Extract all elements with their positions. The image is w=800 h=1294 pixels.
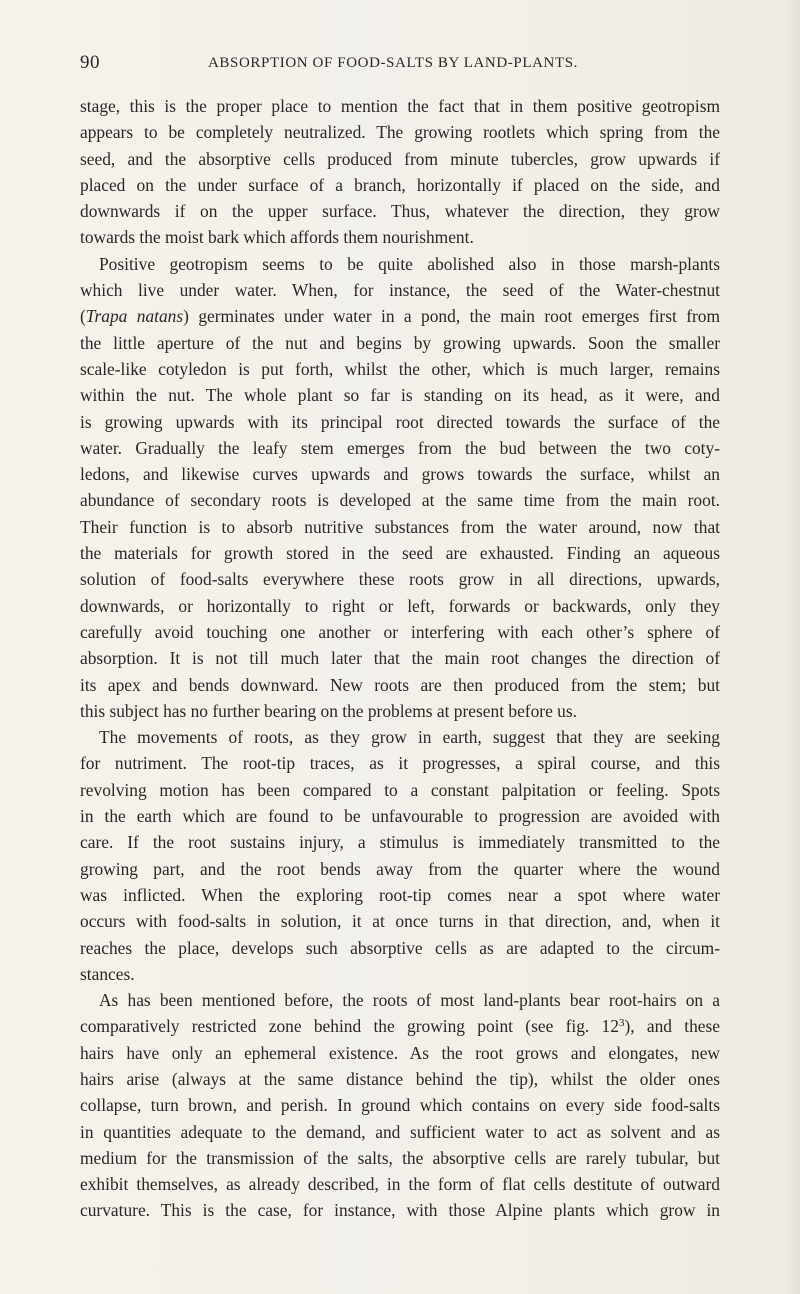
page-edge-shadow [786,0,800,1294]
species-name: Trapa natans [85,306,184,327]
text-line: this subject has no further bearing on the problems at present before us. [80,700,577,721]
text-line: is growing upwards with its principal root directed towards the surface of the [80,411,720,432]
page-header [80,52,720,76]
text-line: the materials for growth stored in the seed are exhausted. Finding an aqueous [80,543,720,564]
text-line: in quantities adequate to the demand, and sufficient water to act as solvent and as [80,1121,720,1142]
text-line: in the earth which are found to be unfavourable to progression are avoided with [80,806,720,827]
body-text [80,93,720,1224]
footnote-ref: 3 [618,1017,625,1030]
text-line: appears to be completely neutralized. The growing rootlets which spring from the [80,122,720,143]
text-line: The movements of roots, as they grow in earth, suggest that they are seeking [99,727,720,748]
text-line: hairs arise (always at the same distance behind the tip), whilst the older ones [80,1068,720,1089]
text-line: stances. [80,963,135,984]
text-line: curvature. This is the case, for instance, with those Alpine plants which grow in [80,1200,720,1221]
text-line: abundance of secondary roots is developed at the same time from the main root. [80,490,720,511]
text-line: within the nut. The whole plant so far is standing on its head, as it were, and [80,385,720,406]
running-head: ABSORPTION OF FOOD-SALTS BY LAND-PLANTS. [208,55,579,71]
text-line: Positive geotropism seems to be quite abolished also in those marsh-plants [99,253,720,274]
text-line: ledons, and likewise curves upwards and grows towards the surface, whilst an [80,464,720,485]
text-line: solution of food-salts everywhere these roots grow in all directions, upwards, [80,569,720,590]
text-line: scale-like cotyledon is put forth, whilst the other, which is much larger, remains [80,358,720,379]
text-line: medium for the transmission of the salts, the absorptive cells are rarely tubular, but [80,1147,720,1168]
text-line: downwards, or horizontally to right or left, forwards or backwards, only they [80,595,720,616]
text-line: water. Gradually the leafy stem emerges from the bud between the two coty- [80,437,720,458]
text-line-trapa [80,303,720,329]
text-line: collapse, turn brown, and perish. In ground which contains on every side food-salts [80,1095,720,1116]
page-number: 90 [80,52,100,73]
text-line: revolving motion has been compared to a constant palpitation or feeling. Spots [80,779,720,800]
text-line: downwards if on the upper surface. Thus, whatever the direction, they grow [80,201,720,222]
text-fragment: ( [80,306,86,327]
text-line: absorption. It is not till much later that the main root changes the direction of [80,648,720,669]
text-line: seed, and the absorptive cells produced from minute tubercles, grow upwards if [80,148,720,169]
text-line: which live under water. When, for instance, the seed of the Water-chestnut [80,280,720,301]
text-line-fig-ref [80,1013,720,1039]
text-line: carefully avoid touching one another or interfering with each other’s sphere of [80,621,720,642]
text-line: As has been mentioned before, the roots of most land-plants bear root-hairs on a [99,990,720,1011]
text-line: occurs with food-salts in solution, it at once turns in that direction, and, when it [80,911,720,932]
text-line: towards the moist bark which affords them nourishment. [80,227,474,248]
text-line: its apex and bends downward. New roots are then produced from the stem; but [80,674,720,695]
text-line: hairs have only an ephemeral existence. As the root grows and elongates, new [80,1042,720,1063]
text-line: placed on the under surface of a branch, horizontally if placed on the side, and [80,174,720,195]
text-fragment: ), and these [624,1016,720,1037]
text-line: stage, this is the proper place to mention the fact that in them positive geotropism [80,96,720,116]
text-line: for nutriment. The root-tip traces, as it progresses, a spiral course, and this [80,753,720,774]
text-fragment: comparatively restricted zone behind the growing point (see fig. 12 [80,1016,619,1037]
text-line: reaches the place, develops such absorptive cells as are adapted to the circum- [80,937,720,958]
text-line: exhibit themselves, as already described, in the form of flat cells destitute of outward [80,1174,720,1195]
text-line: was inflicted. When the exploring root-tip comes near a spot where water [80,884,720,905]
text-line: care. If the root sustains injury, a stimulus is immediately transmitted to the [80,832,720,853]
text-fragment: ) germinates under water in a pond, the main root emerges first from [183,306,720,327]
text-line: growing part, and the root bends away from the quarter where the wound [80,858,720,879]
text-line: the little aperture of the nut and begins by growing upwards. Soon the smaller [80,332,720,353]
text-line: Their function is to absorb nutritive substances from the water around, now that [80,516,720,537]
